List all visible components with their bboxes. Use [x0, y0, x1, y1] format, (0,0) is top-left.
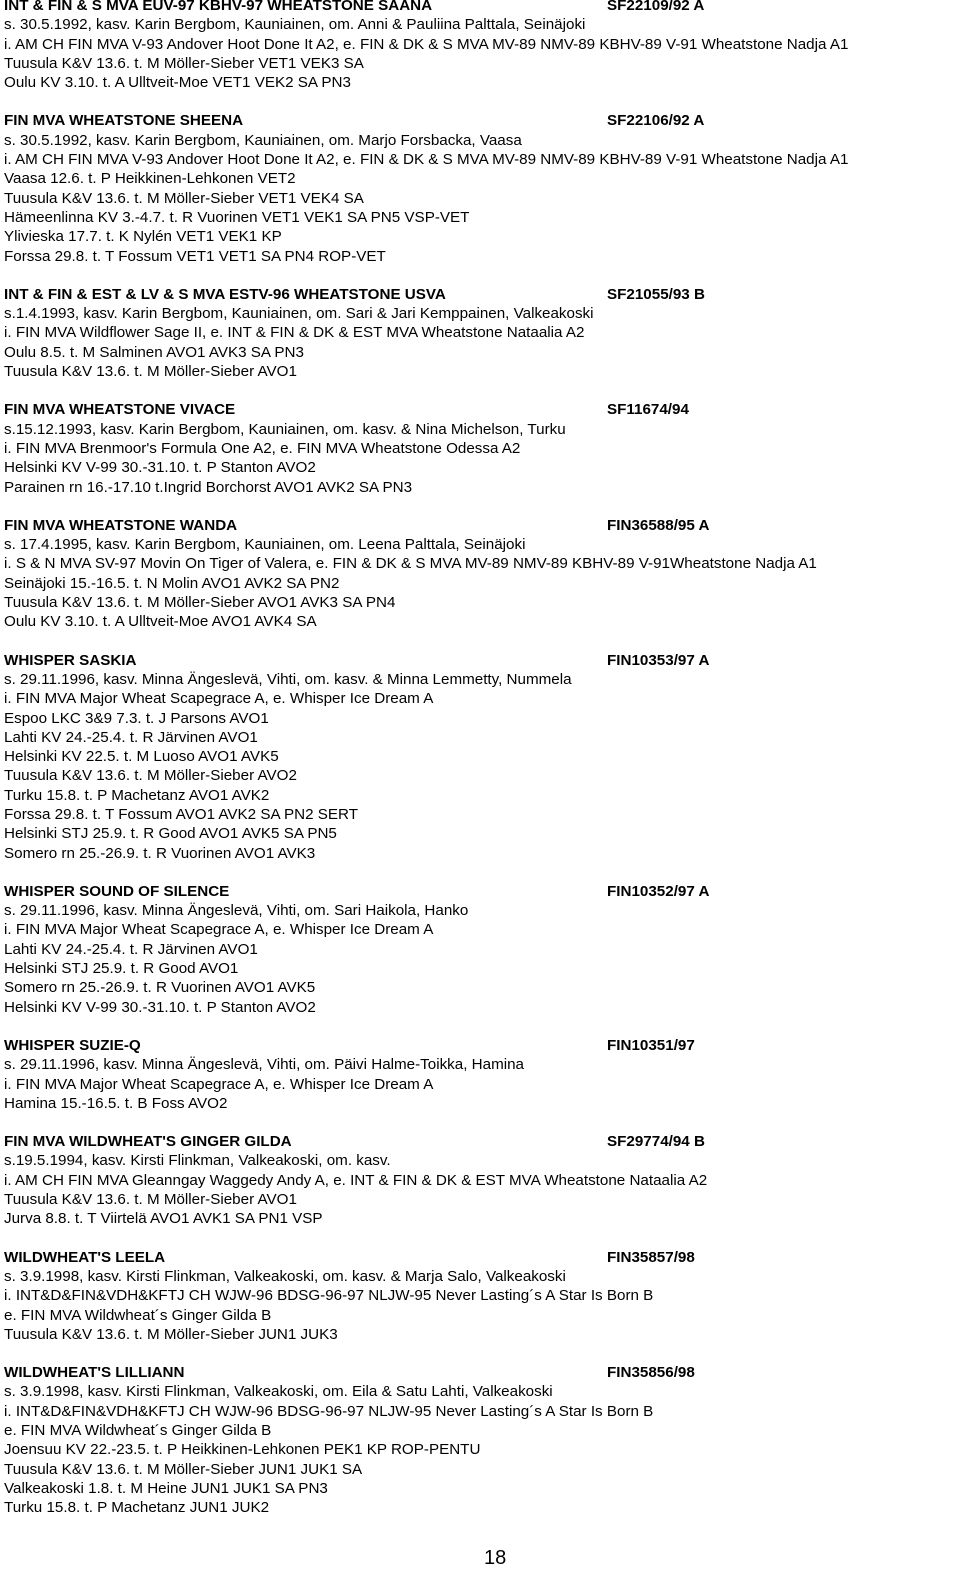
entry-detail-line: s. 3.9.1998, kasv. Kirsti Flinkman, Valkeakoski, om. kasv. & Marja Salo, Valkeakoski — [4, 1267, 566, 1285]
entry-detail-line: Helsinki KV V-99 30.-31.10. t. P Stanton AVO2 — [4, 459, 316, 477]
entry-detail-line: Tuusula K&V 13.6. t. M Möller-Sieber AVO1 — [4, 363, 297, 381]
entry-detail-line: e. FIN MVA Wildwheat´s Ginger Gilda B — [4, 1422, 272, 1439]
entry-detail-line: Lahti KV 24.-25.4. t. R Järvinen AVO1 — [4, 940, 258, 958]
entry-detail-line: s.1.4.1993, kasv. Karin Bergbom, Kauniainen, om. Sari & Jari Kemppainen, Valkeakoski — [4, 305, 594, 323]
document-body — [4, 0, 954, 1536]
dog-entry-header — [4, 516, 954, 535]
entry-detail-line: i. FIN MVA Major Wheat Scapegrace A, e. Whisper Ice Dream A — [4, 921, 434, 939]
entry-detail-line: Tuusula K&V 13.6. t. M Möller-Sieber AVO1 — [4, 1191, 297, 1209]
entry-detail-line: Ylivieska 17.7. t. K Nylén VET1 VEK1 KP — [4, 228, 282, 246]
dog-name: INT & FIN & EST & LV & S MVA ESTV-96 WHEATSTONE USVA — [4, 285, 446, 303]
entry-detail-line: Tuusula K&V 13.6. t. M Möller-Sieber VET1 VEK4 SA — [4, 189, 364, 207]
dog-entry-header — [4, 1363, 954, 1382]
registration-number: FIN35857/98 — [607, 1248, 695, 1266]
entry-detail-line: s. 30.5.1992, kasv. Karin Bergbom, Kauniainen, om. Anni & Pauliina Palttala, Seinäjoki — [4, 16, 586, 34]
entry-detail-line: s. 17.4.1995, kasv. Karin Bergbom, Kauniainen, om. Leena Palttala, Seinäjoki — [4, 536, 526, 554]
entry-detail-line: Hämeenlinna KV 3.-4.7. t. R Vuorinen VET1 VEK1 SA PN5 VSP-VET — [4, 208, 470, 226]
entry-detail-line: Forssa 29.8. t. T Fossum VET1 VET1 SA PN4 ROP-VET — [4, 247, 386, 265]
dog-entry — [4, 1132, 954, 1228]
entry-detail-line: i. FIN MVA Major Wheat Scapegrace A, e. Whisper Ice Dream A — [4, 690, 434, 708]
dog-entry-header — [4, 400, 954, 419]
dog-entry-header — [4, 1132, 954, 1151]
dog-entry-header — [4, 285, 954, 304]
entry-detail-line: Tuusula K&V 13.6. t. M Möller-Sieber VET1 VEK3 SA — [4, 54, 364, 72]
entry-detail-line: s. 29.11.1996, kasv. Minna Ängeslevä, Vihti, om. kasv. & Minna Lemmetty, Nummela — [4, 670, 572, 688]
dog-name: WILDWHEAT'S LEELA — [4, 1248, 166, 1266]
dog-entry — [4, 400, 954, 496]
entry-detail-line: Helsinki STJ 25.9. t. R Good AVO1 — [4, 960, 239, 978]
entry-detail-line: Vaasa 12.6. t. P Heikkinen-Lehkonen VET2 — [4, 170, 296, 188]
entry-detail-line: s. 3.9.1998, kasv. Kirsti Flinkman, Valkeakoski, om. Eila & Satu Lahti, Valkeakoski — [4, 1383, 553, 1401]
entry-detail-line: s. 29.11.1996, kasv. Minna Ängeslevä, Vihti, om. Sari Haikola, Hanko — [4, 902, 469, 920]
dog-name: WHISPER SUZIE-Q — [4, 1036, 141, 1054]
entry-detail-line: i. INT&D&FIN&VDH&KFTJ CH WJW-96 BDSG-96-97 NLJW-95 Never Lasting´s A Star Is Born B — [4, 1402, 654, 1420]
entry-detail-line: Oulu 8.5. t. M Salminen AVO1 AVK3 SA PN3 — [4, 343, 304, 361]
dog-name: FIN MVA WHEATSTONE VIVACE — [4, 401, 236, 419]
dog-name: WHISPER SOUND OF SILENCE — [4, 882, 230, 900]
dog-entry — [4, 285, 954, 381]
entry-detail-line: Turku 15.8. t. P Machetanz AVO1 AVK2 — [4, 786, 270, 804]
dog-name: FIN MVA WHEATSTONE WANDA — [4, 516, 238, 534]
entry-detail-line: s.19.5.1994, kasv. Kirsti Flinkman, Valkeakoski, om. kasv. — [4, 1152, 391, 1170]
entry-detail-line: Tuusula K&V 13.6. t. M Möller-Sieber JUN1 JUK1 SA — [4, 1460, 363, 1478]
dog-entry-header — [4, 111, 954, 130]
registration-number: SF21055/93 B — [607, 285, 705, 303]
dog-entry-header — [4, 0, 954, 15]
entry-detail-line: Seinäjoki 15.-16.5. t. N Molin AVO1 AVK2 SA PN2 — [4, 574, 340, 592]
dog-name: FIN MVA WHEATSTONE SHEENA — [4, 112, 244, 130]
entry-detail-line: Somero rn 25.-26.9. t. R Vuorinen AVO1 AVK3 — [4, 844, 316, 862]
dog-entry-header — [4, 882, 954, 901]
dog-entry — [4, 1036, 954, 1113]
entry-detail-line: s.15.12.1993, kasv. Karin Bergbom, Kauniainen, om. kasv. & Nina Michelson, Turku — [4, 420, 566, 438]
entry-detail-line: i. FIN MVA Major Wheat Scapegrace A, e. Whisper Ice Dream A — [4, 1075, 434, 1093]
entry-detail-line: Tuusula K&V 13.6. t. M Möller-Sieber JUN1 JUK3 — [4, 1325, 338, 1343]
dog-name: INT & FIN & S MVA EUV-97 KBHV-97 WHEATSTONE SAANA — [4, 0, 433, 14]
entry-detail-line: Espoo LKC 3&9 7.3. t. J Parsons AVO1 — [4, 709, 269, 727]
entry-detail-line: Helsinki KV 22.5. t. M Luoso AVO1 AVK5 — [4, 748, 279, 766]
entry-detail-line: e. FIN MVA Wildwheat´s Ginger Gilda B — [4, 1306, 272, 1324]
entry-detail-line: Helsinki STJ 25.9. t. R Good AVO1 AVK5 SA PN5 — [4, 825, 337, 843]
registration-number: SF29774/94 B — [607, 1133, 705, 1151]
entry-detail-line: Tuusula K&V 13.6. t. M Möller-Sieber AVO1 AVK3 SA PN4 — [4, 594, 396, 612]
entry-detail-line: Tuusula K&V 13.6. t. M Möller-Sieber AVO2 — [4, 767, 297, 785]
registration-number: SF22106/92 A — [607, 112, 705, 130]
entry-detail-line: Valkeakoski 1.8. t. M Heine JUN1 JUK1 SA PN3 — [4, 1479, 328, 1497]
dog-entry — [4, 0, 954, 92]
registration-number: SF11674/94 — [607, 401, 689, 419]
entry-detail-line: i. INT&D&FIN&VDH&KFTJ CH WJW-96 BDSG-96-97 NLJW-95 Never Lasting´s A Star Is Born B — [4, 1287, 654, 1305]
dog-entry-header — [4, 1036, 954, 1055]
dog-entry-header — [4, 1248, 954, 1267]
entry-detail-line: i. AM CH FIN MVA Gleanngay Waggedy Andy A, e. INT & FIN & DK & EST MVA Wheatstone Nataalia A2 — [4, 1171, 708, 1189]
registration-number: FIN36588/95 A — [607, 516, 710, 534]
entry-detail-line: i. AM CH FIN MVA V-93 Andover Hoot Done It A2, e. FIN & DK & S MVA MV-89 NMV-89 KBHV-89 V-91 Wheatstone Nadja A1 — [4, 151, 849, 169]
entry-detail-line: Oulu KV 3.10. t. A Ulltveit-Moe VET1 VEK2 SA PN3 — [4, 74, 351, 92]
page-number: 18 — [484, 1547, 507, 1569]
entry-detail-line: Joensuu KV 22.-23.5. t. P Heikkinen-Lehkonen PEK1 KP ROP-PENTU — [4, 1441, 481, 1459]
dog-entry — [4, 651, 954, 863]
entry-detail-line: Somero rn 25.-26.9. t. R Vuorinen AVO1 AVK5 — [4, 979, 316, 997]
entry-detail-line: i. AM CH FIN MVA V-93 Andover Hoot Done It A2, e. FIN & DK & S MVA MV-89 NMV-89 KBHV-89 V-91 Wheatstone Nadja A1 — [4, 35, 849, 53]
entry-detail-line: s. 30.5.1992, kasv. Karin Bergbom, Kauniainen, om. Marjo Forsbacka, Vaasa — [4, 131, 522, 149]
dog-entry — [4, 1363, 954, 1517]
dog-name: WHISPER SASKIA — [4, 651, 137, 669]
entry-detail-line: i. FIN MVA Brenmoor's Formula One A2, e. FIN MVA Wheatstone Odessa A2 — [4, 439, 521, 457]
entry-detail-line: s. 29.11.1996, kasv. Minna Ängeslevä, Vihti, om. Päivi Halme-Toikka, Hamina — [4, 1056, 524, 1074]
entry-detail-line: Forssa 29.8. t. T Fossum AVO1 AVK2 SA PN2 SERT — [4, 805, 358, 823]
entry-detail-line: Parainen rn 16.-17.10 t.Ingrid Borchorst AVO1 AVK2 SA PN3 — [4, 478, 413, 496]
entry-detail-line: Turku 15.8. t. P Machetanz JUN1 JUK2 — [4, 1499, 270, 1517]
entry-detail-line: Helsinki KV V-99 30.-31.10. t. P Stanton AVO2 — [4, 998, 316, 1016]
registration-number: SF22109/92 A — [607, 0, 705, 14]
entry-detail-line: Jurva 8.8. t. T Viirtelä AVO1 AVK1 SA PN1 VSP — [4, 1210, 323, 1228]
entry-detail-line: i. S & N MVA SV-97 Movin On Tiger of Valera, e. FIN & DK & S MVA MV-89 NMV-89 KBHV-89 V-91Wheatstone Nadja A1 — [4, 555, 817, 573]
registration-number: FIN10351/97 — [607, 1036, 695, 1054]
registration-number: FIN10352/97 A — [607, 882, 710, 900]
dog-entry-header — [4, 651, 954, 670]
dog-entry — [4, 111, 954, 265]
registration-number: FIN10353/97 A — [607, 651, 710, 669]
dog-entry — [4, 516, 954, 632]
dog-name: FIN MVA WILDWHEAT'S GINGER GILDA — [4, 1133, 292, 1151]
entry-detail-line: Oulu KV 3.10. t. A Ulltveit-Moe AVO1 AVK4 SA — [4, 613, 317, 631]
dog-name: WILDWHEAT'S LILLIANN — [4, 1364, 185, 1382]
dog-entry — [4, 882, 954, 1017]
dog-entry — [4, 1248, 954, 1344]
entry-detail-line: i. FIN MVA Wildflower Sage II, e. INT & FIN & DK & EST MVA Wheatstone Nataalia A2 — [4, 324, 585, 342]
registration-number: FIN35856/98 — [607, 1364, 695, 1382]
entry-detail-line: Lahti KV 24.-25.4. t. R Järvinen AVO1 — [4, 728, 258, 746]
entry-detail-line: Hamina 15.-16.5. t. B Foss AVO2 — [4, 1094, 228, 1112]
